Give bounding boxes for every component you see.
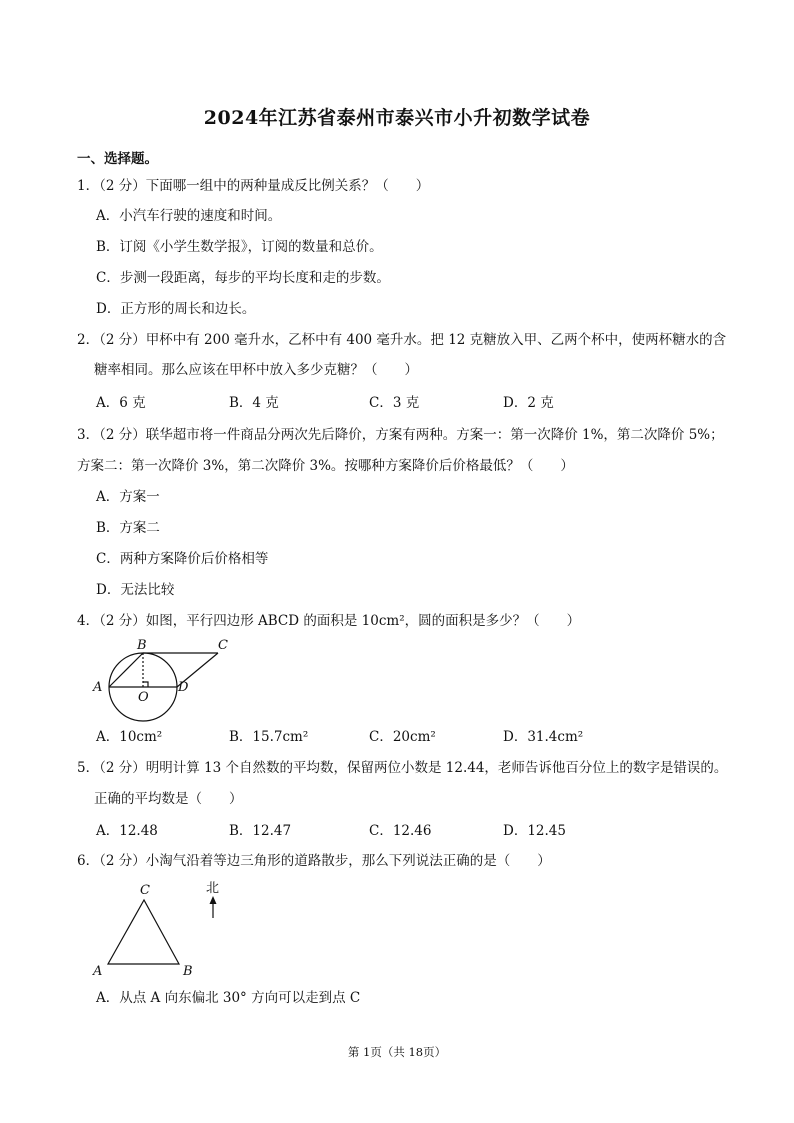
question-3-text-cont: 方案二：第一次降价 3%，第二次降价 3%。按哪种方案降价后价格最低？（ ） — [77, 458, 574, 474]
question-3-text: 3．（2 分）联华超市将一件商品分两次先后降价，方案有两种。方案一：第一次降价 1%，第二次降价 5%； — [77, 427, 724, 443]
question-5-text-cont: 正确的平均数是（ ） — [94, 791, 243, 807]
question-1-text: 1．（2 分）下面哪一组中的两种量成反比例关系？（ ） — [77, 178, 430, 194]
question-4-text: 4．（2 分）如图，平行四边形 ABCD 的面积是 10cm²，圆的面积是多少？（ ） — [77, 613, 581, 629]
page-footer: 第 1页（共 18页） — [347, 1045, 447, 1059]
question-2-option-c[interactable]: C．3 克 — [369, 395, 420, 411]
section-heading: 一、选择题。 — [77, 151, 158, 167]
label-b: B — [183, 964, 193, 979]
question-2-option-b[interactable]: B．4 克 — [229, 395, 279, 411]
question-2-text: 2．（2 分）甲杯中有 200 毫升水，乙杯中有 400 毫升水。把 12 克糖放入甲、乙两个杯中，使两杯糖水的含 — [77, 332, 727, 348]
label-a: A — [93, 964, 103, 979]
triangle-figure — [88, 878, 238, 982]
question-3-option-b[interactable]: B．方案二 — [96, 520, 160, 536]
parallelogram-circle-figure — [88, 632, 238, 722]
question-1-option-d[interactable]: D．正方形的周长和边长。 — [96, 301, 256, 317]
label-c: C — [140, 883, 150, 898]
label-b: B — [137, 638, 147, 653]
question-1-option-b[interactable]: B．订阅《小学生数学报》，订阅的数量和总价。 — [96, 239, 383, 255]
label-a: A — [93, 680, 103, 695]
north-arrow-head — [210, 896, 217, 904]
question-4-option-c[interactable]: C．20cm² — [369, 729, 436, 745]
question-2-option-a[interactable]: A．6 克 — [96, 395, 146, 411]
question-5-option-d[interactable]: D．12.45 — [503, 823, 566, 839]
question-3-option-a[interactable]: A．方案一 — [96, 489, 160, 505]
question-4-option-d[interactable]: D．31.4cm² — [503, 729, 584, 745]
label-o: O — [138, 690, 149, 705]
question-5-option-c[interactable]: C．12.46 — [369, 823, 432, 839]
right-angle-mark — [143, 682, 148, 687]
equilateral-triangle — [108, 900, 179, 964]
question-5-option-b[interactable]: B．12.47 — [229, 823, 292, 839]
question-1-option-c[interactable]: C．步测一段距离，每步的平均长度和走的步数。 — [96, 270, 390, 286]
question-5-text: 5．（2 分）明明计算 13 个自然数的平均数，保留两位小数是 12.44，老师告诉他百分位上的数字是错误的。 — [77, 760, 728, 776]
label-d: D — [178, 680, 189, 695]
question-1-option-a[interactable]: A．小汽车行驶的速度和时间。 — [96, 208, 282, 224]
question-5-option-a[interactable]: A．12.48 — [96, 823, 158, 839]
question-6-text: 6．（2 分）小淘气沿着等边三角形的道路散步，那么下列说法正确的是（ ） — [77, 853, 551, 869]
label-c: C — [218, 638, 228, 653]
question-4-option-a[interactable]: A．10cm² — [96, 729, 163, 745]
question-4-option-b[interactable]: B．15.7cm² — [229, 729, 309, 745]
question-3-option-c[interactable]: C．两种方案降价后价格相等 — [96, 551, 269, 567]
question-6-option-a[interactable]: A．从点 A 向东偏北 30° 方向可以走到点 C — [96, 990, 361, 1006]
question-2-option-d[interactable]: D．2 克 — [503, 395, 554, 411]
question-3-option-d[interactable]: D．无法比较 — [96, 582, 175, 598]
label-north: 北 — [206, 881, 220, 896]
question-2-text-cont: 糖率相同。那么应该在甲杯中放入多少克糖？（ ） — [94, 362, 418, 378]
page-title: 2024年江苏省泰州市泰兴市小升初数学试卷 — [203, 107, 591, 129]
